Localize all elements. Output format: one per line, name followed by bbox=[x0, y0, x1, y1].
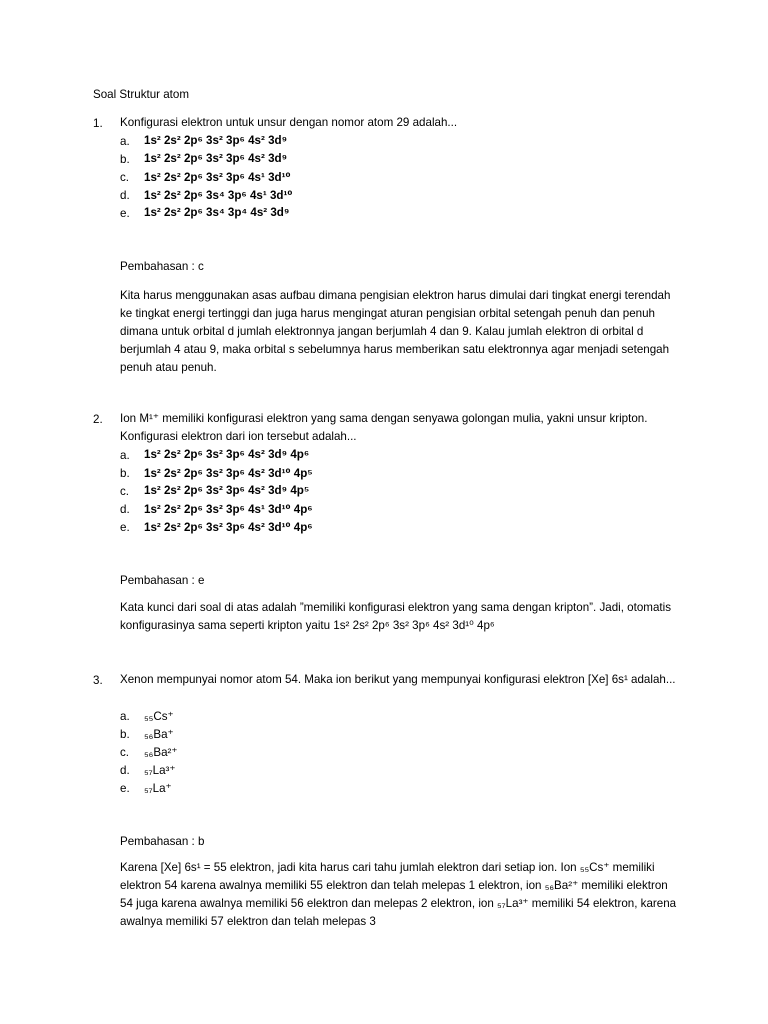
q3-option-d: ₅₇La³⁺ bbox=[144, 764, 176, 777]
q3-option-b-letter: b. bbox=[120, 728, 130, 741]
q2-option-e-letter: e. bbox=[120, 521, 130, 534]
q1-option-b-letter: b. bbox=[120, 153, 130, 166]
document-title: Soal Struktur atom bbox=[93, 88, 190, 101]
q2-answer: Pembahasan : e bbox=[120, 574, 205, 587]
q1-option-e-letter: e. bbox=[120, 207, 130, 220]
q1-option-b: 1s² 2s² 2p⁶ 3s² 3p⁶ 4s² 3d⁹ bbox=[144, 152, 288, 165]
q3-option-a: ₅₅Cs⁺ bbox=[144, 710, 174, 723]
q2-option-b-letter: b. bbox=[120, 467, 130, 480]
q1-option-d-letter: d. bbox=[120, 189, 130, 202]
q3-option-a-letter: a. bbox=[120, 710, 130, 723]
q1-option-a-letter: a. bbox=[120, 135, 130, 148]
q3-explanation: Karena [Xe] 6s¹ = 55 elektron, jadi kita harus cari tahu jumlah elektron dari setiap ion. Ion ₅₅Cs⁺ memiliki elektron 54 karena awalnya memiliki 55 elektron dan telah melepas 1 elektron, ion ₅₆Ba²⁺ memiliki elektron 54 juga karena awalnya memiliki 56 elektron dan melepas 2 elektron, ion ₅₇La³⁺ memiliki 54 elektron, karena awalnya memiliki 57 elektron dan telah melepas 3 bbox=[120, 861, 677, 928]
q2-option-d-letter: d. bbox=[120, 503, 130, 516]
q1-option-c-letter: c. bbox=[120, 171, 130, 184]
q2-option-e: 1s² 2s² 2p⁶ 3s² 3p⁶ 4s² 3d¹⁰ 4p⁶ bbox=[144, 521, 313, 534]
q3-option-d-letter: d. bbox=[120, 764, 130, 777]
q3-option-e: ₅₇La⁺ bbox=[144, 782, 172, 795]
question-3-text: Xenon mempunyai nomor atom 54. Maka ion berikut yang mempunyai konfigurasi elektron [Xe] 6s¹ adalah... bbox=[120, 673, 676, 686]
question-2-number: 2. bbox=[93, 413, 103, 426]
q1-option-a: 1s² 2s² 2p⁶ 3s² 3p⁶ 4s² 3d⁹ bbox=[144, 134, 288, 147]
q2-option-d: 1s² 2s² 2p⁶ 3s² 3p⁶ 4s¹ 3d¹⁰ 4p⁶ bbox=[144, 503, 313, 516]
q1-option-c: 1s² 2s² 2p⁶ 3s² 3p⁶ 4s¹ 3d¹⁰ bbox=[144, 171, 291, 184]
q3-answer: Pembahasan : b bbox=[120, 835, 205, 848]
q2-option-c-letter: c. bbox=[120, 485, 130, 498]
q3-option-c-letter: c. bbox=[120, 746, 130, 759]
q1-answer: Pembahasan : c bbox=[120, 260, 204, 273]
q2-option-c: 1s² 2s² 2p⁶ 3s² 3p⁶ 4s² 3d⁹ 4p⁵ bbox=[144, 484, 310, 497]
question-3-number: 3. bbox=[93, 674, 103, 687]
q1-explanation: Kita harus menggunakan asas aufbau dimana pengisian elektron harus dimulai dari tingkat energi terendah ke tingkat energi tertinggi dan juga harus mengingat aturan pengisian orbital setengah penuh dan penuh dimana untuk orbital d jumlah elektronnya jangan berjumlah 4 dan 9. Kalau jumlah elektron di orbital d berjumlah 4 atau 9, maka orbital s sebelumnya harus memberikan satu elektronnya agar menjadi setengah penuh atau penuh. bbox=[120, 289, 671, 374]
q3-option-e-letter: e. bbox=[120, 782, 130, 795]
question-1-text: Konfigurasi elektron untuk unsur dengan nomor atom 29 adalah... bbox=[120, 116, 458, 129]
q2-option-b: 1s² 2s² 2p⁶ 3s² 3p⁶ 4s² 3d¹⁰ 4p⁵ bbox=[144, 467, 313, 480]
q2-explanation: Kata kunci dari soal di atas adalah ”memiliki konfigurasi elektron yang sama dengan kripton”. Jadi, otomatis konfigurasinya sama seperti kripton yaitu 1s² 2s² 2p⁶ 3s² 3p⁶ 4s² 3d¹⁰ 4p⁶ bbox=[120, 601, 671, 632]
question-1-number: 1. bbox=[93, 117, 103, 130]
q1-option-d: 1s² 2s² 2p⁶ 3s⁴ 3p⁶ 4s¹ 3d¹⁰ bbox=[144, 189, 293, 202]
q2-option-a: 1s² 2s² 2p⁶ 3s² 3p⁶ 4s² 3d⁹ 4p⁶ bbox=[144, 448, 310, 461]
q2-option-a-letter: a. bbox=[120, 449, 130, 462]
q3-option-c: ₅₆Ba²⁺ bbox=[144, 746, 178, 759]
q3-option-b: ₅₆Ba⁺ bbox=[144, 728, 174, 741]
q1-option-e: 1s² 2s² 2p⁶ 3s⁴ 3p⁴ 4s² 3d⁹ bbox=[144, 206, 290, 219]
question-2-text: Ion M¹⁺ memiliki konfigurasi elektron yang sama dengan senyawa golongan mulia, yakni unsur kripton. Konfigurasi elektron dari ion tersebut adalah... bbox=[120, 412, 648, 443]
